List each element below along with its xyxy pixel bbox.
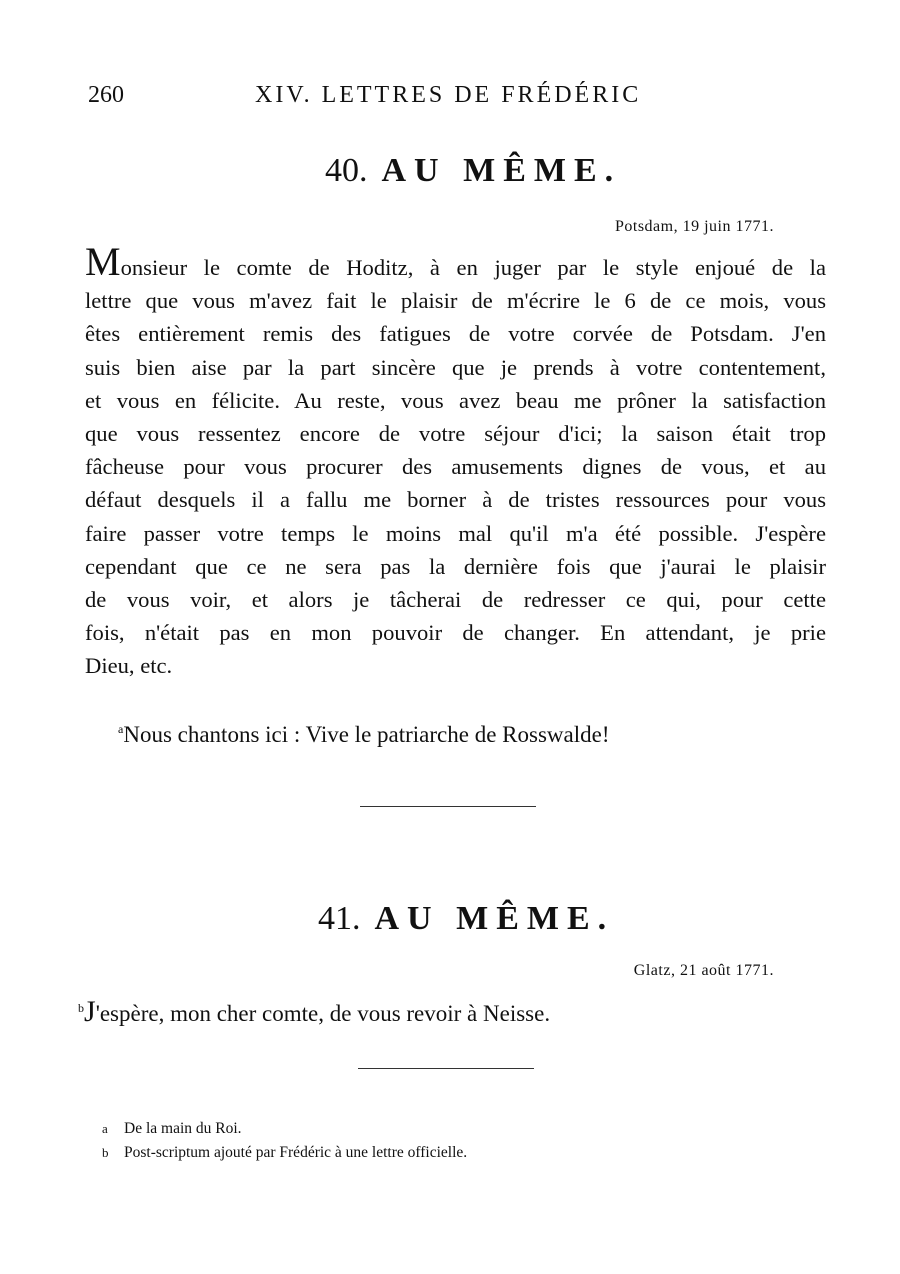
postscript — [78, 995, 550, 1029]
postscript — [118, 722, 610, 748]
letter-40-heading — [325, 152, 621, 190]
footnote-mark: b — [102, 1145, 109, 1160]
body-line: que vous ressentez encore de votre séjour d'ici; la saison était trop — [85, 421, 826, 447]
running-title: XIV. LETTRES DE FRÉDÉRIC — [255, 82, 642, 108]
body-line: fois, n'était pas en mon pouvoir de changer. En attendant, je prie — [85, 620, 826, 646]
footnote-mark: a — [118, 722, 124, 736]
postscript-text: 'espère, mon cher comte, de vous revoir à Neisse. — [95, 1001, 551, 1026]
initial-letter: J — [84, 995, 96, 1028]
footnote-mark: a — [102, 1121, 108, 1136]
body-line: lettre que vous m'avez fait le plaisir de m'écrire le 6 de ce mois, vous — [85, 288, 826, 314]
letter-body — [85, 239, 826, 683]
body-line: suis bien aise par la part sincère que je prends à votre contentement, — [85, 354, 826, 380]
letter-number: 41. — [318, 900, 361, 937]
page-number: 260 — [88, 82, 124, 108]
letter-number: 40. — [325, 152, 368, 189]
body-line: fâcheuse pour vous procurer des amusements dignes de vous, et au — [85, 454, 826, 480]
letter-41-heading — [318, 900, 614, 938]
footnote-text: Post-scriptum ajouté par Frédéric à une lettre officielle. — [124, 1144, 468, 1161]
body-line: et vous en félicite. Au reste, vous avez beau me prôner la satisfaction — [85, 387, 826, 413]
body-line — [85, 239, 826, 284]
footnote — [102, 1117, 467, 1141]
place-date: Glatz, 21 août 1771. — [633, 962, 774, 979]
letter-title: AU MÊME. — [381, 152, 622, 189]
footnotes — [102, 1117, 467, 1165]
footnote — [102, 1141, 467, 1165]
drop-cap: M — [85, 239, 121, 284]
body-line: êtes entièrement remis des fatigues de votre corvée de Potsdam. J'en — [85, 321, 826, 347]
body-line-text: onsieur le comte de Hoditz, à en juger par le style enjoué de la — [120, 255, 826, 280]
letter-title: AU MÊME. — [374, 900, 615, 937]
body-line: de vous voir, et alors je tâcherai de redresser ce qui, pour cette — [85, 587, 826, 613]
postscript-text: Nous chantons ici : Vive le patriarche de Rosswalde! — [123, 722, 610, 747]
place-date: Potsdam, 19 juin 1771. — [614, 218, 774, 235]
body-line: faire passer votre temps le moins mal qu'il m'a été possible. J'espère — [85, 520, 826, 546]
divider — [360, 806, 536, 807]
body-line: défaut desquels il a fallu me borner à de tristes ressources pour vous — [85, 487, 826, 513]
body-line: cependant que ce ne sera pas la dernière fois que j'aurai le plaisir — [85, 553, 826, 579]
divider — [358, 1068, 534, 1069]
body-line: Dieu, etc. — [85, 653, 173, 679]
footnote-text: De la main du Roi. — [124, 1120, 242, 1137]
footnote-mark: b — [78, 1001, 84, 1015]
